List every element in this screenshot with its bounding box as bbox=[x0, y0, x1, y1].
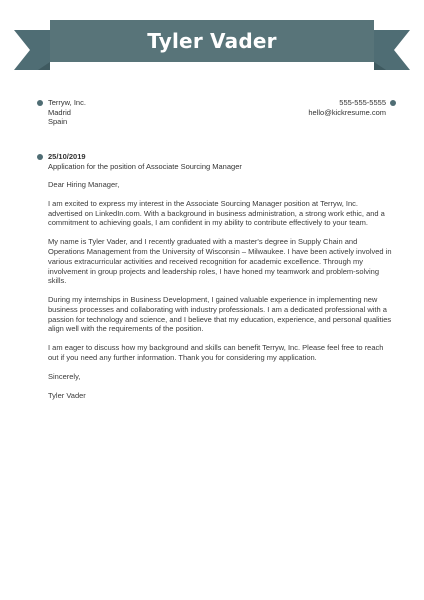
closing: Sincerely, bbox=[48, 372, 81, 382]
paragraph: I am eager to discuss how my background and skills can benefit Terryw, Inc. Please feel free to reach out if you need any further information. Thank you for considering my application. bbox=[48, 343, 384, 363]
bullet-dot-icon bbox=[390, 100, 396, 106]
sender-address bbox=[48, 98, 86, 127]
letter-date: 25/10/2019 bbox=[48, 152, 86, 161]
email-address: hello@kickresume.com bbox=[308, 107, 386, 117]
phone-number: 555-555-5555 bbox=[339, 98, 386, 107]
sender-company: Terryw, Inc. bbox=[48, 98, 86, 107]
sender-country: Spain bbox=[48, 117, 68, 127]
greeting: Dear Hiring Manager, bbox=[48, 180, 120, 189]
paragraph: I am excited to express my interest in the Associate Sourcing Manager position at Terryw, Inc. advertised on LinkedIn.com. With a background in business administration, a strong work ethic, and a commitment to achieving goals, I am confident in my ability to contribute effectively to your team. bbox=[48, 199, 385, 228]
letter-subject: Application for the position of Associate Sourcing Manager bbox=[48, 162, 242, 171]
paragraph: My name is Tyler Vader, and I recently graduated with a master's degree in Supply Chain and Operations Management from the University of Wisconsin – Milwaukee. I have been actively involved in various extracurricular activities and received recognition for academic excellence. Through my involvement in group projects and leadership roles, I have honed my teamwork and problem-solving skills. bbox=[48, 237, 392, 286]
paragraph: During my internships in Business Development, I gained valuable experience in implementing new business processes and collaborating with industry professionals. I am a dedicated professional with a passion for technology and science, and I believe that my education, experience, and personal qualities align well with the requirements of the position. bbox=[48, 295, 392, 334]
bullet-dot-icon bbox=[37, 100, 43, 106]
letter-body bbox=[48, 180, 394, 410]
bullet-dot-icon bbox=[37, 154, 43, 160]
applicant-name: Tyler Vader bbox=[147, 29, 277, 53]
sender-city: Madrid bbox=[48, 107, 71, 117]
signature-name: Tyler Vader bbox=[48, 391, 86, 401]
header-banner bbox=[0, 0, 424, 80]
contact-info bbox=[308, 98, 386, 117]
